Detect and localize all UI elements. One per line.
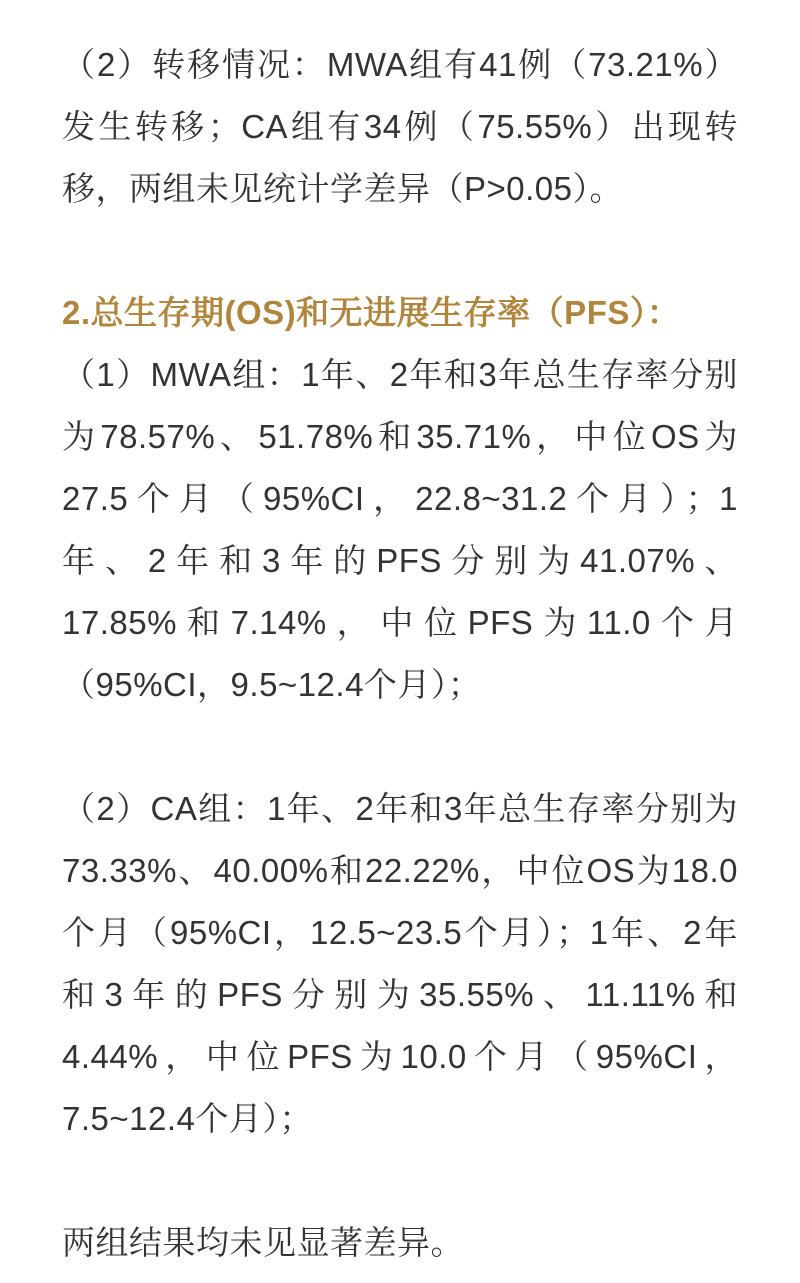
- text-line: 7.5~12.4个月）；: [62, 1100, 313, 1137]
- text-line: 27.5个月（95%CI，22.8~31.2个月）；1: [62, 480, 738, 517]
- text-line: 73.33%、40.00%和22.22%，中位OS为18.0: [62, 852, 738, 889]
- paragraph-conclusion: [62, 1212, 738, 1274]
- text-line: 年、2年和3年的PFS分别为41.07%、: [62, 542, 738, 579]
- text-line: 17.85%和7.14%，中位PFS为11.0个月: [62, 604, 738, 641]
- text-line: （2）CA组：1年、2年和3年总生存率分别为: [62, 790, 738, 827]
- paragraph-ca-survival: [62, 778, 738, 1150]
- section-heading: 2.总生存期(OS)和无进展生存率（PFS）：: [62, 294, 681, 331]
- text-line: 个月（95%CI，12.5~23.5个月）；1年、2年: [62, 914, 738, 951]
- text-line: 和3年的PFS分别为35.55%、11.11%和: [62, 976, 738, 1013]
- text-line: 4.44%，中位PFS为10.0个月（95%CI，: [62, 1038, 738, 1075]
- text-line: （2）转移情况：MWA组有41例（73.21%）: [62, 46, 738, 83]
- text-line: （95%CI，9.5~12.4个月）；: [62, 666, 482, 703]
- text-line: 为78.57%、51.78%和35.71%，中位OS为: [62, 418, 738, 455]
- paragraph-mwa-survival: [62, 344, 738, 716]
- text-line: 发生转移；CA组有34例（75.55%）出现转: [62, 108, 738, 145]
- text-line: 两组结果均未见显著差异。: [62, 1224, 464, 1261]
- text-line: 移，两组未见统计学差异（P>0.05）。: [62, 170, 624, 207]
- paragraph-metastasis: [62, 34, 738, 220]
- text-line: （1）MWA组：1年、2年和3年总生存率分别: [62, 356, 738, 393]
